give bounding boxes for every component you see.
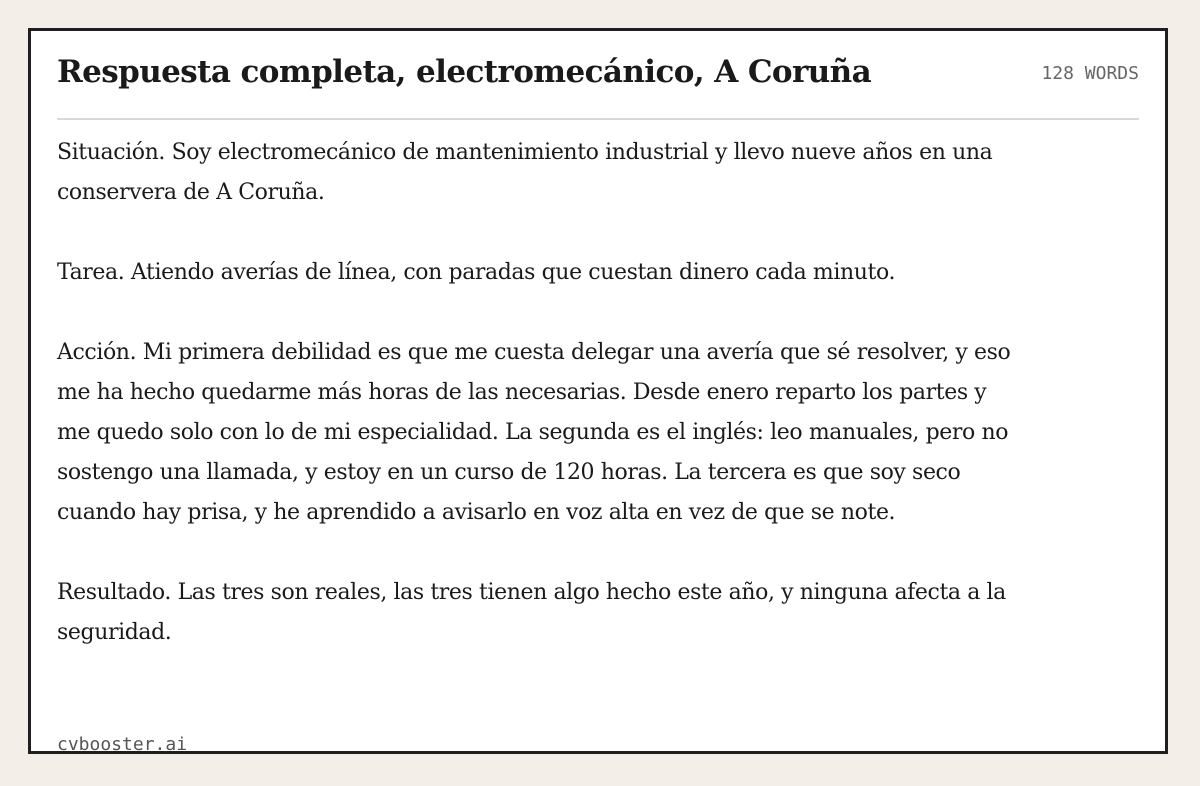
paragraph-result: Resultado. Las tres son reales, las tres tienen algo hecho este año, y ninguna afecta a la seguridad. <box>57 580 1006 645</box>
page-title: Respuesta completa, electromecánico, A Coruña <box>57 54 872 90</box>
answer-body <box>57 133 1017 693</box>
answer-card <box>28 28 1168 754</box>
brand-footer: cvbooster.ai <box>57 734 188 755</box>
paragraph-task: Tarea. Atiendo averías de línea, con paradas que cuestan dinero cada minuto. <box>57 260 896 285</box>
paragraph-action: Acción. Mi primera debilidad es que me cuesta delegar una avería que sé resolver, y eso me ha hecho quedarme más horas de las necesarias. Desde enero reparto los partes y me quedo solo con lo de mi especialidad. La segunda es el inglés: leo manuales, pero no sostengo una llamada, y estoy en un curso de 120 horas. La tercera es que soy seco cuando hay prisa, y he aprendido a avisarlo en voz alta en vez de que se note. <box>57 340 1011 525</box>
word-count-badge: 128 WORDS <box>1041 63 1139 84</box>
paragraph-situation: Situación. Soy electromecánico de mantenimiento industrial y llevo nueve años en una conservera de A Coruña. <box>57 140 993 205</box>
card-header <box>57 31 1139 120</box>
